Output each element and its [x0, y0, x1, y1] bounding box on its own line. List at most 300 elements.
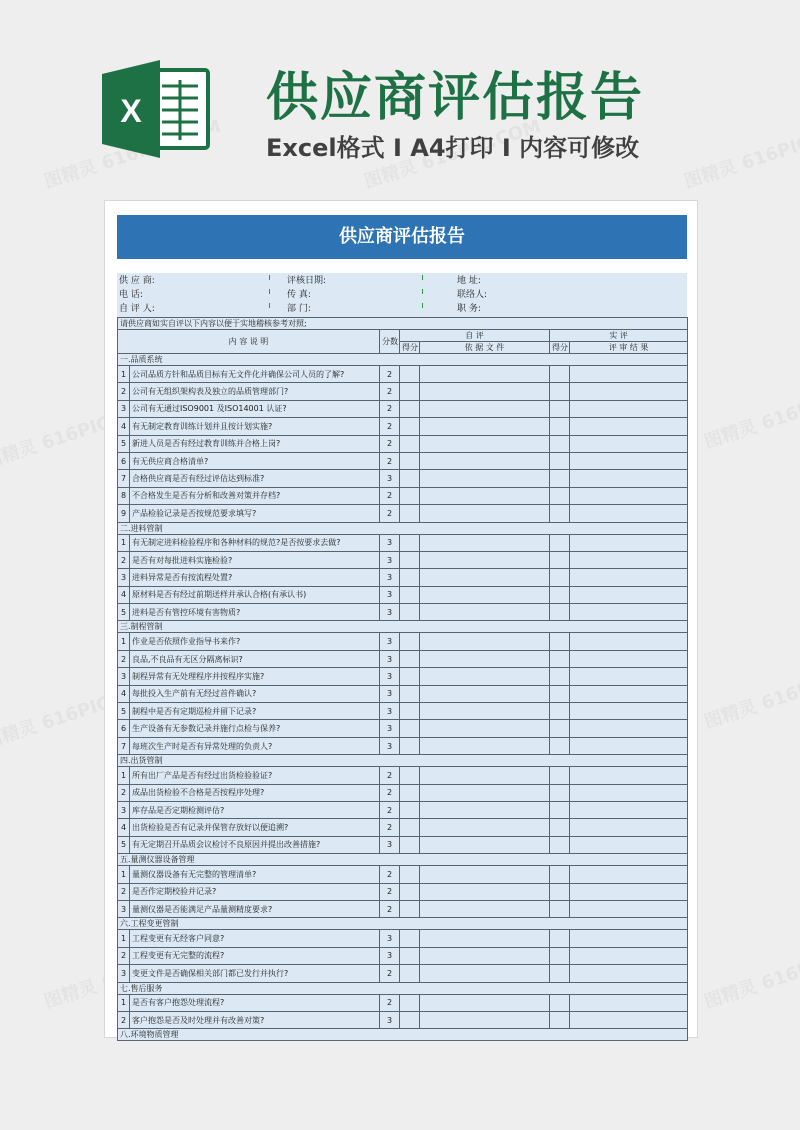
item-text: 公司有无组织架构表及独立的品质管理部门? — [130, 383, 380, 400]
item-score: 2 — [380, 383, 400, 400]
phone-label: 电 话: — [119, 290, 143, 300]
actual-score-cell[interactable] — [550, 383, 570, 400]
table-row — [118, 930, 688, 947]
item-score: 3 — [380, 1011, 400, 1028]
item-text: 生产设备有无参数记录并施行点检与保养? — [130, 720, 380, 737]
self-score-cell[interactable] — [400, 470, 420, 487]
item-score: 3 — [380, 534, 400, 551]
header-result: 评 审 结 果 — [570, 342, 688, 354]
basis-cell[interactable] — [420, 586, 550, 603]
self-score-cell[interactable] — [400, 737, 420, 754]
item-score: 2 — [380, 505, 400, 522]
item-number: 2 — [118, 383, 130, 400]
basis-cell[interactable] — [420, 534, 550, 551]
self-score-cell[interactable] — [400, 965, 420, 982]
actual-score-cell[interactable] — [550, 470, 570, 487]
self-score-cell[interactable] — [400, 836, 420, 853]
self-eval-person-label: 自 评 人: — [119, 304, 155, 314]
table-row — [118, 383, 688, 400]
item-text: 变更文件是否确保相关部门都已发行并执行? — [130, 965, 380, 982]
result-cell[interactable] — [570, 883, 688, 900]
item-text: 工程变更有无完整的流程? — [130, 947, 380, 964]
actual-score-cell[interactable] — [550, 452, 570, 469]
self-score-cell[interactable] — [400, 930, 420, 947]
header-self-score: 得分 — [400, 342, 420, 354]
item-score: 3 — [380, 720, 400, 737]
watermark — [700, 372, 800, 454]
result-cell[interactable] — [570, 551, 688, 568]
self-score-cell[interactable] — [400, 720, 420, 737]
address-label: 地 址: — [457, 276, 481, 286]
actual-score-cell[interactable] — [550, 418, 570, 435]
item-number: 7 — [118, 737, 130, 754]
table-row — [118, 366, 688, 383]
basis-cell[interactable] — [420, 633, 550, 650]
result-cell[interactable] — [570, 801, 688, 818]
result-cell[interactable] — [570, 819, 688, 836]
table-row — [118, 505, 688, 522]
actual-score-cell[interactable] — [550, 551, 570, 568]
basis-cell[interactable] — [420, 604, 550, 621]
actual-score-cell[interactable] — [550, 767, 570, 784]
basis-cell[interactable] — [420, 883, 550, 900]
item-number: 3 — [118, 400, 130, 417]
item-text: 合格供应商是否有经过评估达到标准? — [130, 470, 380, 487]
item-text: 作业是否依照作业指导书来作? — [130, 633, 380, 650]
table-row — [118, 435, 688, 452]
self-score-cell[interactable] — [400, 900, 420, 917]
table-row — [118, 866, 688, 883]
table-row — [118, 784, 688, 801]
result-cell[interactable] — [570, 994, 688, 1011]
item-number: 5 — [118, 703, 130, 720]
item-score: 3 — [380, 703, 400, 720]
item-score: 2 — [380, 900, 400, 917]
table-row — [118, 720, 688, 737]
item-score: 2 — [380, 784, 400, 801]
self-score-cell[interactable] — [400, 604, 420, 621]
item-score: 2 — [380, 866, 400, 883]
actual-score-cell[interactable] — [550, 994, 570, 1011]
self-score-cell[interactable] — [400, 633, 420, 650]
table-row — [118, 633, 688, 650]
item-score: 3 — [380, 586, 400, 603]
item-number: 1 — [118, 366, 130, 383]
table-row — [118, 487, 688, 504]
actual-score-cell[interactable] — [550, 487, 570, 504]
basis-cell[interactable] — [420, 767, 550, 784]
item-text: 有无供应商合格清单? — [130, 452, 380, 469]
item-text: 量测仪器是否能满足产品量测精度要求? — [130, 900, 380, 917]
table-row — [118, 819, 688, 836]
result-cell[interactable] — [570, 703, 688, 720]
actual-score-cell[interactable] — [550, 703, 570, 720]
header-score: 分数 — [380, 330, 400, 354]
item-number: 1 — [118, 930, 130, 947]
item-score: 2 — [380, 883, 400, 900]
actual-score-cell[interactable] — [550, 784, 570, 801]
header-content: 内 容 说 明 — [118, 330, 380, 354]
actual-score-cell[interactable] — [550, 435, 570, 452]
item-number: 6 — [118, 452, 130, 469]
item-score: 2 — [380, 452, 400, 469]
basis-cell[interactable] — [420, 737, 550, 754]
actual-score-cell[interactable] — [550, 366, 570, 383]
actual-score-cell[interactable] — [550, 930, 570, 947]
result-cell[interactable] — [570, 435, 688, 452]
section-title: 四.出货管制 — [118, 755, 688, 767]
result-cell[interactable] — [570, 586, 688, 603]
self-score-cell[interactable] — [400, 784, 420, 801]
basis-cell[interactable] — [420, 685, 550, 702]
item-score: 2 — [380, 366, 400, 383]
item-score: 2 — [380, 400, 400, 417]
item-score: 3 — [380, 685, 400, 702]
table-row — [118, 551, 688, 568]
table-row — [118, 767, 688, 784]
self-score-cell[interactable] — [400, 801, 420, 818]
dept-label: 部 门: — [287, 304, 311, 314]
item-number: 2 — [118, 551, 130, 568]
basis-cell[interactable] — [420, 650, 550, 667]
basis-cell[interactable] — [420, 819, 550, 836]
result-cell[interactable] — [570, 487, 688, 504]
item-score: 3 — [380, 737, 400, 754]
item-number: 1 — [118, 767, 130, 784]
position-label: 职 务: — [457, 304, 481, 314]
result-cell[interactable] — [570, 400, 688, 417]
result-cell[interactable] — [570, 900, 688, 917]
result-cell[interactable] — [570, 947, 688, 964]
result-cell[interactable] — [570, 668, 688, 685]
item-number: 1 — [118, 534, 130, 551]
item-text: 每班次生产时是否有异常处理的负责人? — [130, 737, 380, 754]
item-text: 原材料是否有经过前期送样并承认合格(有承认书) — [130, 586, 380, 603]
item-text: 产品检验记录是否按规范要求填写? — [130, 505, 380, 522]
item-text: 新进人员是否有经过教育训练并合格上岗? — [130, 435, 380, 452]
fax-label: 传 真: — [287, 290, 311, 300]
item-number: 5 — [118, 435, 130, 452]
self-score-cell[interactable] — [400, 947, 420, 964]
table-row — [118, 947, 688, 964]
section-title: 二.进料管制 — [118, 522, 688, 534]
item-number: 3 — [118, 900, 130, 917]
item-number: 5 — [118, 836, 130, 853]
result-cell[interactable] — [570, 366, 688, 383]
self-score-cell[interactable] — [400, 418, 420, 435]
supplier-label: 供 应 商: — [119, 276, 155, 286]
result-cell[interactable] — [570, 1011, 688, 1028]
actual-score-cell[interactable] — [550, 1011, 570, 1028]
actual-score-cell[interactable] — [550, 604, 570, 621]
table-row — [118, 470, 688, 487]
header-actual-score: 得分 — [550, 342, 570, 354]
item-score: 3 — [380, 604, 400, 621]
item-number: 2 — [118, 947, 130, 964]
evaluation-table — [117, 317, 688, 1041]
item-text: 出货检验是否有记录并保管存放好以便追溯? — [130, 819, 380, 836]
basis-cell[interactable] — [420, 784, 550, 801]
item-score: 2 — [380, 994, 400, 1011]
watermark — [700, 652, 800, 734]
item-score: 3 — [380, 650, 400, 667]
item-score: 3 — [380, 930, 400, 947]
item-number: 2 — [118, 1011, 130, 1028]
sheet-banner: 供应商评估报告 — [117, 215, 687, 259]
item-score: 2 — [380, 965, 400, 982]
item-text: 制程中是否有定期巡检并留下记录? — [130, 703, 380, 720]
actual-score-cell[interactable] — [550, 720, 570, 737]
item-score: 2 — [380, 819, 400, 836]
actual-score-cell[interactable] — [550, 801, 570, 818]
table-row — [118, 737, 688, 754]
item-score: 3 — [380, 569, 400, 586]
basis-cell[interactable] — [420, 994, 550, 1011]
item-text: 所有出厂产品是否有经过出货检验验证? — [130, 767, 380, 784]
item-number: 5 — [118, 604, 130, 621]
item-text: 制程异常有无处理程序并按程序实施? — [130, 668, 380, 685]
actual-score-cell[interactable] — [550, 505, 570, 522]
item-text: 是否有对每批进料实施检验? — [130, 551, 380, 568]
item-score: 2 — [380, 767, 400, 784]
item-number: 2 — [118, 784, 130, 801]
actual-score-cell[interactable] — [550, 737, 570, 754]
result-cell[interactable] — [570, 418, 688, 435]
basis-cell[interactable] — [420, 470, 550, 487]
contact-label: 联络人: — [457, 290, 488, 300]
spreadsheet-preview — [104, 200, 698, 1038]
item-text: 良品,不良品有无区分隔离标识? — [130, 650, 380, 667]
basis-cell[interactable] — [420, 505, 550, 522]
item-score: 3 — [380, 470, 400, 487]
section-title: 五.量测仪器设备管理 — [118, 854, 688, 866]
basis-cell[interactable] — [420, 551, 550, 568]
self-score-cell[interactable] — [400, 551, 420, 568]
basis-cell[interactable] — [420, 383, 550, 400]
item-score: 3 — [380, 633, 400, 650]
section-title: 七.售后服务 — [118, 982, 688, 994]
actual-score-cell[interactable] — [550, 900, 570, 917]
basis-cell[interactable] — [420, 418, 550, 435]
item-number: 2 — [118, 650, 130, 667]
section-title: 一.品质系统 — [118, 354, 688, 366]
self-score-cell[interactable] — [400, 685, 420, 702]
item-score: 3 — [380, 551, 400, 568]
actual-score-cell[interactable] — [550, 947, 570, 964]
basis-cell[interactable] — [420, 452, 550, 469]
basis-cell[interactable] — [420, 366, 550, 383]
page-subtitle: Excel格式 I A4打印 I 内容可修改 — [266, 134, 640, 162]
actual-score-cell[interactable] — [550, 965, 570, 982]
item-text: 不合格发生是否有分析和改善对策并存档? — [130, 487, 380, 504]
table-row — [118, 452, 688, 469]
basis-cell[interactable] — [420, 400, 550, 417]
basis-cell[interactable] — [420, 1011, 550, 1028]
basis-cell[interactable] — [420, 703, 550, 720]
result-cell[interactable] — [570, 383, 688, 400]
section-title: 六.工程变更管制 — [118, 918, 688, 930]
self-score-cell[interactable] — [400, 366, 420, 383]
table-row — [118, 801, 688, 818]
self-score-cell[interactable] — [400, 435, 420, 452]
result-cell[interactable] — [570, 965, 688, 982]
result-cell[interactable] — [570, 685, 688, 702]
self-score-cell[interactable] — [400, 819, 420, 836]
item-number: 4 — [118, 685, 130, 702]
self-score-cell[interactable] — [400, 534, 420, 551]
item-text: 成品出货检验不合格是否按程序处理? — [130, 784, 380, 801]
basis-cell[interactable] — [420, 801, 550, 818]
item-number: 8 — [118, 487, 130, 504]
result-cell[interactable] — [570, 720, 688, 737]
basis-cell[interactable] — [420, 720, 550, 737]
table-row — [118, 650, 688, 667]
table-row — [118, 534, 688, 551]
result-cell[interactable] — [570, 650, 688, 667]
self-score-cell[interactable] — [400, 505, 420, 522]
watermark — [700, 932, 800, 1014]
item-number: 4 — [118, 586, 130, 603]
actual-score-cell[interactable] — [550, 569, 570, 586]
item-text: 量测仪器设备有无完整的管理清单? — [130, 866, 380, 883]
self-score-cell[interactable] — [400, 400, 420, 417]
actual-score-cell[interactable] — [550, 586, 570, 603]
item-score: 3 — [380, 668, 400, 685]
basis-cell[interactable] — [420, 866, 550, 883]
item-number: 9 — [118, 505, 130, 522]
actual-score-cell[interactable] — [550, 883, 570, 900]
table-row — [118, 900, 688, 917]
self-score-cell[interactable] — [400, 668, 420, 685]
header-self-eval: 自 评 — [400, 330, 550, 342]
self-score-cell[interactable] — [400, 383, 420, 400]
instruction-note: 请供应商如实自评以下内容以便于实地稽核参考对照; — [118, 318, 688, 330]
basis-cell[interactable] — [420, 900, 550, 917]
item-text: 是否有客户抱怨处理流程? — [130, 994, 380, 1011]
table-row — [118, 965, 688, 982]
basis-cell[interactable] — [420, 435, 550, 452]
item-text: 有无制定教育训练计划并且按计划实施? — [130, 418, 380, 435]
table-row — [118, 604, 688, 621]
item-text: 每批投入生产前有无经过首件确认? — [130, 685, 380, 702]
basis-cell[interactable] — [420, 668, 550, 685]
basis-cell[interactable] — [420, 965, 550, 982]
item-number: 7 — [118, 470, 130, 487]
item-score: 3 — [380, 836, 400, 853]
self-score-cell[interactable] — [400, 703, 420, 720]
item-text: 有无制定进料检验程序和各种材料的规范?是否按要求去做? — [130, 534, 380, 551]
item-score: 3 — [380, 947, 400, 964]
result-cell[interactable] — [570, 866, 688, 883]
actual-score-cell[interactable] — [550, 633, 570, 650]
self-score-cell[interactable] — [400, 586, 420, 603]
actual-score-cell[interactable] — [550, 836, 570, 853]
table-row — [118, 836, 688, 853]
self-score-cell[interactable] — [400, 1011, 420, 1028]
item-score: 2 — [380, 418, 400, 435]
header-basis: 依 据 文 件 — [420, 342, 550, 354]
item-text: 是否作定期校验并记录? — [130, 883, 380, 900]
item-number: 3 — [118, 569, 130, 586]
item-text: 客户抱怨是否及时处理并有改善对策? — [130, 1011, 380, 1028]
result-cell[interactable] — [570, 505, 688, 522]
item-text: 库存品是否定期检测评估? — [130, 801, 380, 818]
result-cell[interactable] — [570, 633, 688, 650]
item-text: 进料是否有管控环境有害物质? — [130, 604, 380, 621]
result-cell[interactable] — [570, 784, 688, 801]
item-text: 进料异常是否有按流程处置? — [130, 569, 380, 586]
table-row — [118, 569, 688, 586]
item-number: 3 — [118, 801, 130, 818]
result-cell[interactable] — [570, 767, 688, 784]
excel-icon — [102, 60, 214, 158]
basis-cell[interactable] — [420, 947, 550, 964]
basis-cell[interactable] — [420, 487, 550, 504]
self-score-cell[interactable] — [400, 883, 420, 900]
table-row — [118, 418, 688, 435]
section-title: 八.环境物质管理 — [118, 1029, 688, 1041]
item-score: 2 — [380, 801, 400, 818]
actual-score-cell[interactable] — [550, 400, 570, 417]
section-title: 三.制程管制 — [118, 621, 688, 633]
result-cell[interactable] — [570, 604, 688, 621]
item-number: 3 — [118, 668, 130, 685]
item-score: 2 — [380, 487, 400, 504]
result-cell[interactable] — [570, 534, 688, 551]
actual-score-cell[interactable] — [550, 534, 570, 551]
basis-cell[interactable] — [420, 930, 550, 947]
self-score-cell[interactable] — [400, 767, 420, 784]
table-row — [118, 994, 688, 1011]
self-score-cell[interactable] — [400, 994, 420, 1011]
item-number: 1 — [118, 994, 130, 1011]
actual-score-cell[interactable] — [550, 819, 570, 836]
self-score-cell[interactable] — [400, 569, 420, 586]
actual-score-cell[interactable] — [550, 650, 570, 667]
basis-cell[interactable] — [420, 569, 550, 586]
result-cell[interactable] — [570, 930, 688, 947]
result-cell[interactable] — [570, 836, 688, 853]
table-row — [118, 883, 688, 900]
item-text: 有无定期召开品质会议检讨不良原因并提出改善措施? — [130, 836, 380, 853]
result-cell[interactable] — [570, 470, 688, 487]
item-number: 3 — [118, 965, 130, 982]
table-row — [118, 400, 688, 417]
table-row — [118, 703, 688, 720]
self-score-cell[interactable] — [400, 487, 420, 504]
table-row — [118, 1011, 688, 1028]
item-number: 1 — [118, 633, 130, 650]
page-title: 供应商评估报告 — [266, 68, 645, 128]
item-number: 4 — [118, 819, 130, 836]
item-text: 工程变更有无经客户同意? — [130, 930, 380, 947]
actual-score-cell[interactable] — [550, 685, 570, 702]
excel-letter: X — [120, 93, 142, 129]
result-cell[interactable] — [570, 569, 688, 586]
item-number: 6 — [118, 720, 130, 737]
self-score-cell[interactable] — [400, 866, 420, 883]
self-score-cell[interactable] — [400, 650, 420, 667]
basis-cell[interactable] — [420, 836, 550, 853]
table-row — [118, 685, 688, 702]
result-cell[interactable] — [570, 452, 688, 469]
item-number: 1 — [118, 866, 130, 883]
info-block — [117, 273, 687, 317]
result-cell[interactable] — [570, 737, 688, 754]
actual-score-cell[interactable] — [550, 866, 570, 883]
actual-score-cell[interactable] — [550, 668, 570, 685]
self-score-cell[interactable] — [400, 452, 420, 469]
